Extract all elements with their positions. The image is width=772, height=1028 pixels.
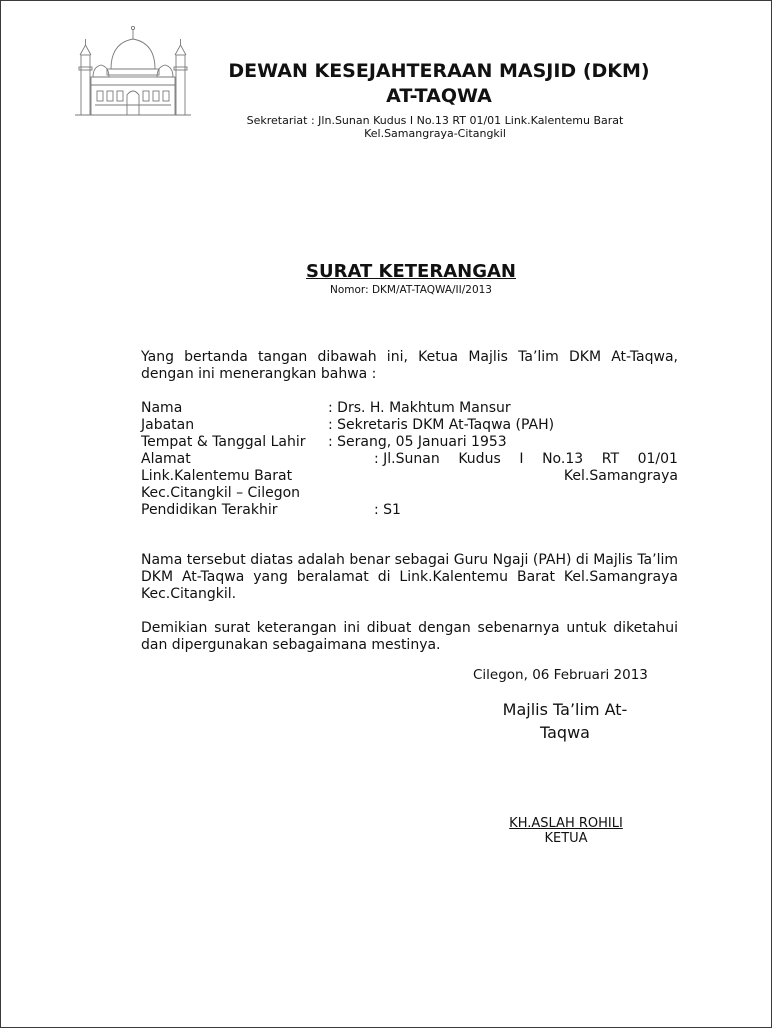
field-education <box>141 502 678 519</box>
signer-organization-line-2: Taqwa <box>540 723 590 742</box>
signer-name: KH.ASLAH ROHILI <box>509 816 623 831</box>
address-line-1: Sekretariat : Jln.Sunan Kudus I No.13 RT 01/01 Link.Kalentemu Barat <box>246 114 624 127</box>
address-word: 01/01 <box>637 451 678 467</box>
organization-address <box>201 114 669 140</box>
organization-title <box>191 59 687 109</box>
statement-paragraph: Nama tersebut diatas adalah benar sebagai Guru Ngaji (PAH) di Majlis Ta’lim DKM At-Taqwa yang beralamat di Link.Kalentemu Barat Kel.Samangraya Kec.Citangkil. <box>141 552 678 602</box>
field-birth-value: : Serang, 05 Januari 1953 <box>328 434 507 450</box>
field-position <box>141 417 678 434</box>
signer-organization <box>479 698 651 744</box>
address-word: RT <box>601 451 619 467</box>
field-position-label: Jabatan <box>141 417 195 433</box>
mosque-icon <box>71 21 195 121</box>
document-title: SURAT KETERANGAN <box>306 261 516 282</box>
closing-paragraph: Demikian surat keterangan ini dibuat dengan sebenarnya untuk diketahui dan dipergunakan sebagaimana mestinya. <box>141 620 678 653</box>
field-name-value: : Drs. H. Makhtum Mansur <box>328 400 511 416</box>
address-word: No.13 <box>542 451 584 467</box>
field-address <box>141 451 678 468</box>
field-name-label: Nama <box>141 400 183 416</box>
signer-role: KETUA <box>544 831 588 846</box>
signer-organization-line-1: Majlis Ta’lim At- <box>502 700 628 719</box>
field-address-line-2 <box>141 468 678 485</box>
field-education-value: : S1 <box>374 502 401 518</box>
field-birth <box>141 434 678 451</box>
field-address-line-3: Kec.Citangkil – Cilegon <box>141 485 301 501</box>
organization-name: DEWAN KESEJAHTERAAN MASJID (DKM) <box>228 60 650 82</box>
field-address-label: Alamat <box>141 451 191 467</box>
field-address-value <box>374 451 678 468</box>
address-line-2: Kel.Samangraya-Citangkil <box>364 127 506 140</box>
field-birth-label: Tempat & Tanggal Lahir <box>141 434 306 450</box>
identity-fields <box>141 400 678 519</box>
address-link: Link.Kalentemu Barat <box>141 468 293 484</box>
intro-paragraph: Yang bertanda tangan dibawah ini, Ketua Majlis Ta’lim DKM At-Taqwa, dengan ini menerangkan bahwa : <box>141 349 678 382</box>
address-word: I <box>519 451 524 467</box>
field-name <box>141 400 678 417</box>
organization-subname: AT-TAQWA <box>386 85 492 107</box>
document-number: Nomor: DKM/AT-TAQWA/II/2013 <box>330 284 492 296</box>
place-date: Cilegon, 06 Februari 2013 <box>473 667 648 683</box>
address-word: : Jl.Sunan <box>374 451 440 467</box>
address-kelurahan: Kel.Samangraya <box>563 468 678 484</box>
field-position-value: : Sekretaris DKM At-Taqwa (PAH) <box>328 417 555 433</box>
address-word: Kudus <box>458 451 501 467</box>
field-education-label: Pendidikan Terakhir <box>141 502 278 518</box>
